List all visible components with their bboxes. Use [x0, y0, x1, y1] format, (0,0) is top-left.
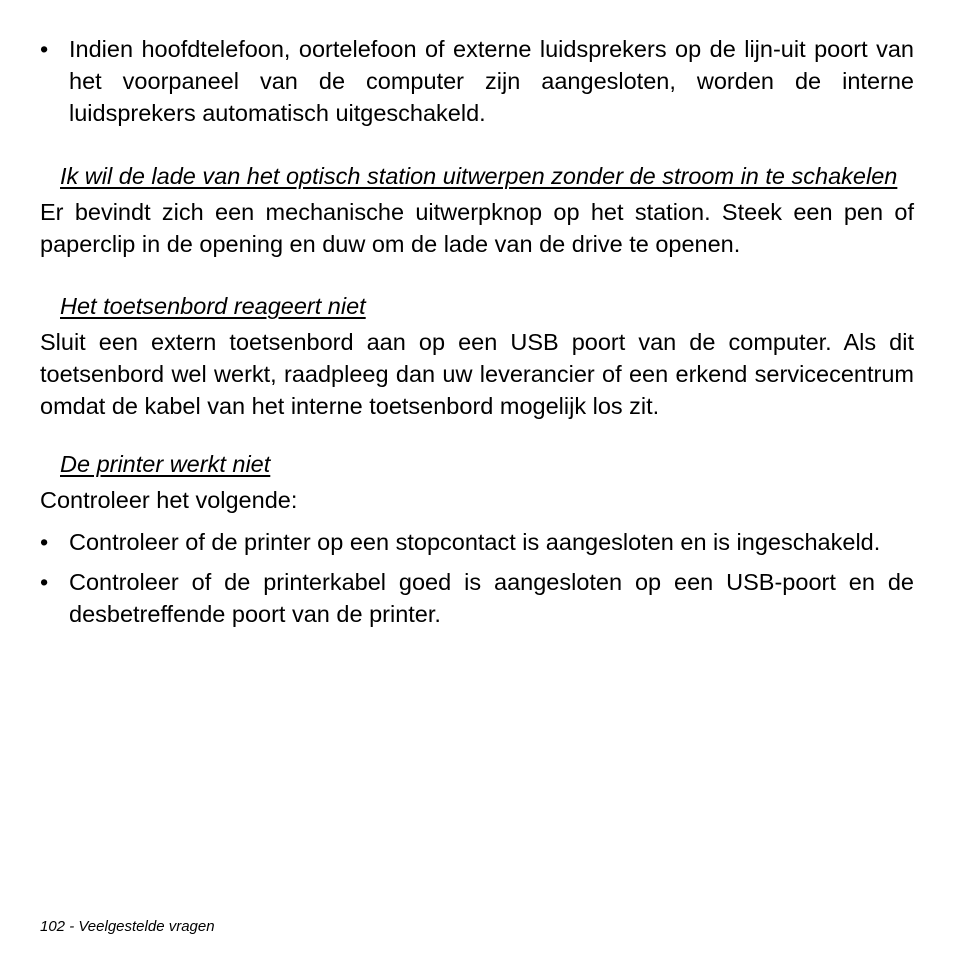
- list-item: [40, 33, 914, 129]
- bullet-marker: •: [40, 569, 49, 595]
- page-content: [40, 33, 914, 630]
- bullet-marker: •: [40, 36, 49, 62]
- bullet-marker: •: [40, 529, 49, 555]
- paragraph-keyboard: Sluit een extern toetsenbord aan op een USB poort van de computer. Als dit toetsenbord wel werkt, raadpleeg dan uw leverancier of een erkend servicecentrum omdat de kabel van het interne toetsenbord mogelijk los zit.: [40, 329, 914, 419]
- section-heading-printer: De printer werkt niet: [60, 451, 271, 477]
- section-heading-keyboard: Het toetsenbord reageert niet: [60, 293, 366, 319]
- paragraph-printer-intro: Controleer het volgende:: [40, 487, 298, 513]
- list-item: [40, 526, 914, 558]
- list-item: [40, 566, 914, 630]
- page-footer: 102 - Veelgestelde vragen: [40, 918, 215, 935]
- paragraph-optical-drive: Er bevindt zich een mechanische uitwerpknop op het station. Steek een pen of paperclip in de opening en duw om de lade van de drive te openen.: [40, 199, 914, 257]
- list-item-text: Indien hoofdtelefoon, oortelefoon of externe luidsprekers op de lijn-uit poort van het voorpaneel van de computer zijn aangesloten, worden de interne luidsprekers automatisch uitgeschakeld.: [69, 36, 914, 126]
- list-item-text: Controleer of de printer op een stopcontact is aangesloten en is ingeschakeld.: [69, 529, 881, 555]
- section-heading-optical-drive: Ik wil de lade van het optisch station uitwerpen zonder de stroom in te schakelen: [60, 163, 898, 189]
- list-item-text: Controleer of de printerkabel goed is aangesloten op een USB-poort en de desbetreffende poort van de printer.: [69, 569, 914, 627]
